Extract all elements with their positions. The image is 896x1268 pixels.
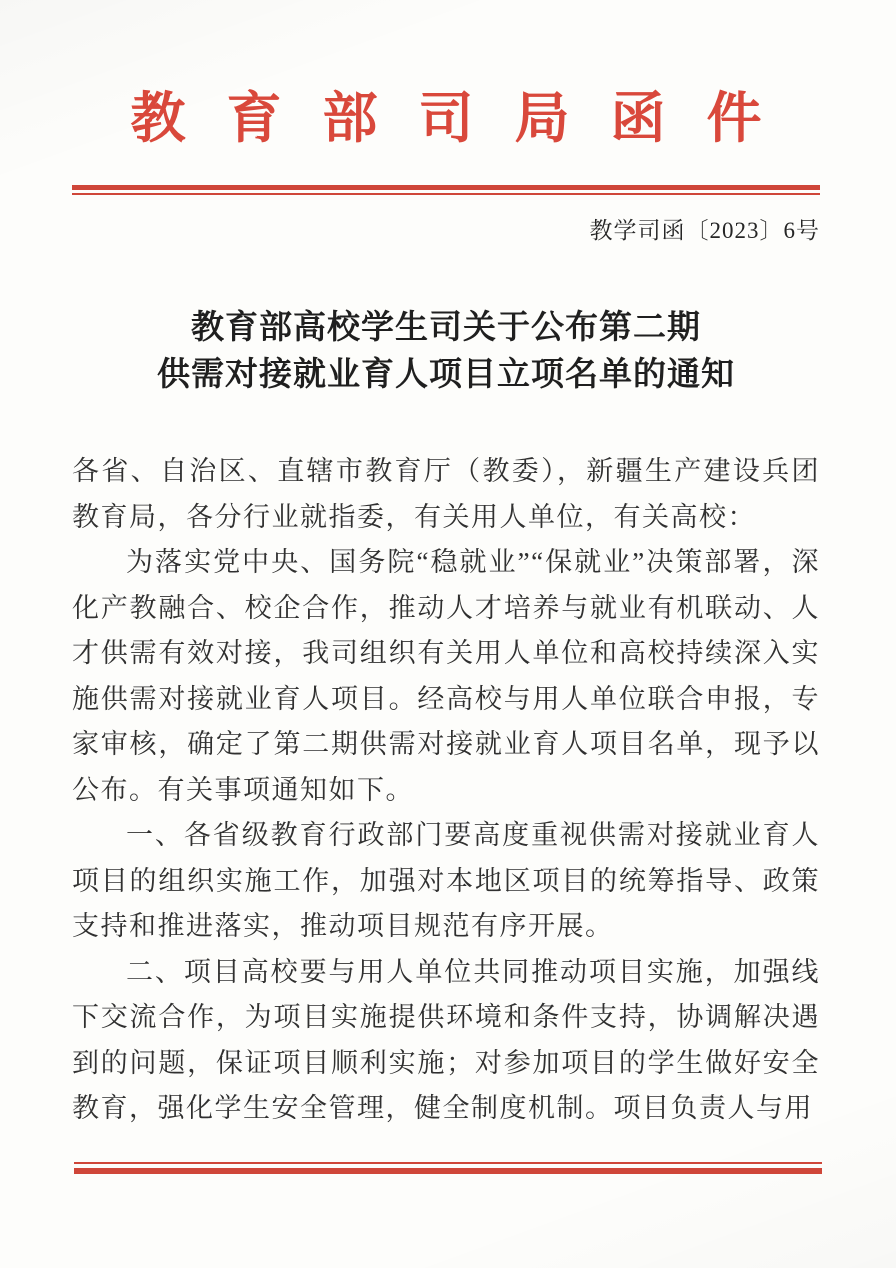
document-title [72, 305, 820, 399]
page-content [0, 74, 896, 1132]
header-divider [72, 185, 820, 195]
document-title-line1: 教育部高校学生司关于公布第二期 [191, 310, 701, 346]
header-divider-thin-line [72, 193, 820, 195]
paragraph-item-2: 二、项目高校要与用人单位共同推动项目实施，加强线下交流合作，为项目实施提供环境和条件支持，协调解决遇到的问题，保证项目顺利实施；对参加项目的学生做好安全教育，强化学生安全管理，健全制度机制。项目负责人与用 [72, 956, 820, 1123]
document-number: 教学司函〔2023〕6号 [589, 218, 820, 243]
document-title-line2: 供需对接就业育人项目立项名单的通知 [157, 357, 735, 393]
paragraph-item-1: 一、各省级教育行政部门要高度重视供需对接就业育人项目的组织实施工作，加强对本地区项目的统筹指导、政策支持和推进落实，推动项目规范有序开展。 [72, 820, 820, 941]
paragraph-intro: 为落实党中央、国务院“稳就业”“保就业”决策部署，深化产教融合、校企合作，推动人才培养与就业有机联动、人才供需有效对接，我司组织有关用人单位和高校持续深入实施供需对接就业育人项目。经高校与用人单位联合申报，专家审核，确定了第二期供需对接就业育人项目名单，现予以公布。有关事项通知如下。 [72, 547, 820, 805]
footer-divider [74, 1162, 822, 1174]
letterhead-title: 教育部司局函件 [130, 88, 803, 149]
salutation: 各省、自治区、直辖市教育厅（教委），新疆生产建设兵团教育局，各分行业就指委，有关用人单位，有关高校： [72, 456, 820, 532]
document-body [72, 449, 820, 1132]
footer-divider-thick-line [74, 1168, 822, 1174]
